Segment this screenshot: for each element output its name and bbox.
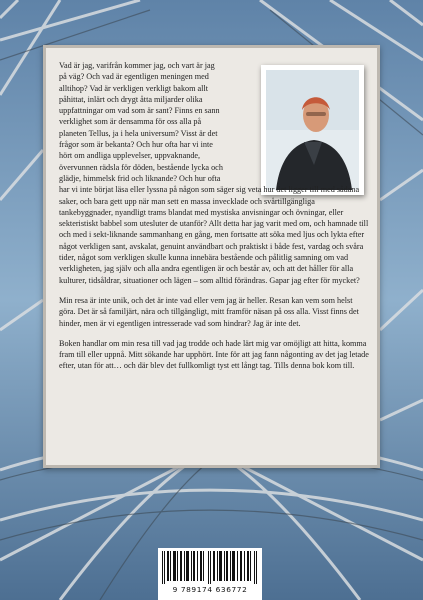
paragraph-3: Boken handlar om min resa till vad jag trodde och hade lärt mig var omöjligt att hitta, komma fram till eller uppnå. Mitt sökande har upphört. Inte för att jag fann någonting av det jag letade efter, utan för att… och där blev det fullkomligt tyst ett långt tag. Tills denna bok kom till. <box>59 338 369 371</box>
paragraph-1-line: verklighet som är densamma för oss alla på <box>59 117 202 127</box>
barcode-bars <box>162 551 258 584</box>
back-cover-text-panel <box>43 45 380 468</box>
paragraph-1-line: planeten Tellus, ja i hela universum? Visst är det <box>59 128 218 138</box>
paragraph-1-line: på väg? Och vad är egentligen meningen med <box>59 72 209 82</box>
paragraph-1 <box>59 60 369 286</box>
paragraph-1-line: glädje, himmelsk frid och liknande? Och hur ofta <box>59 173 221 183</box>
paragraph-1-line: frågor som är bekanta? Och hur ofta har vi inte <box>59 140 213 150</box>
isbn-barcode <box>158 548 262 600</box>
paragraph-1-line: hört om andliga upplevelser, uppvaknande, <box>59 151 201 161</box>
paragraph-1-rest: har vi inte börjat läsa eller lyssna på någon som säger sig veta hur det ligger till med sådana saker, och bara gett upp när man sett en massa invecklade och svårtillgängliga tankebyggnader, nyandligt trams blandat med mystiska anvisningar och övningar, eller sekteristiskt babbel som utesluter de utanför? Allt detta har jag varit med om, och hamnade till och med i sekt-liknande sammanhang en gång, men fortsatte att söka med ljus och lykta efter något verkligen sant, avskalat, genuint användbart och praktiskt i både fest, vardag och svåra tider, något som verkligen skulle kunna innebära bestående och pålitlig samning om vad verkligheten, jag själv och alla andra egentligen är och består av, och att det håller för alla kulturer, tidsåldrar, situationer och lägen – som alltid förändras. Gapar jag efter för mycket? <box>59 185 369 285</box>
paragraph-1-line: påhittat, inlärt och drygt åtta miljarder olika <box>59 94 203 104</box>
paragraph-2: Min resa är inte unik, och det är inte vad eller vem jag är heller. Resan kan vem som helst göra. Det är så familjärt, nära och tillgängligt, mitt framför näsan på oss alla. Visst finns det hinder, men är vi egentligen intresserade vad som hindrar? Jag är inte det. <box>59 295 359 328</box>
isbn-number: 9 789174 636772 <box>172 585 248 594</box>
paragraph-1-line: övervunnen rädsla för döden, bestående lycka och <box>59 162 223 172</box>
paragraph-1-line: Vad är jag, varifrån kommer jag, och vart är jag <box>59 61 215 70</box>
paragraph-1-line: alltihop? Vad är verkligen verkligt bakom allt <box>59 83 209 93</box>
back-cover-text <box>59 60 369 381</box>
paragraph-1-line: uppfattningar om vad som är sant? Finns en sann <box>59 106 220 116</box>
